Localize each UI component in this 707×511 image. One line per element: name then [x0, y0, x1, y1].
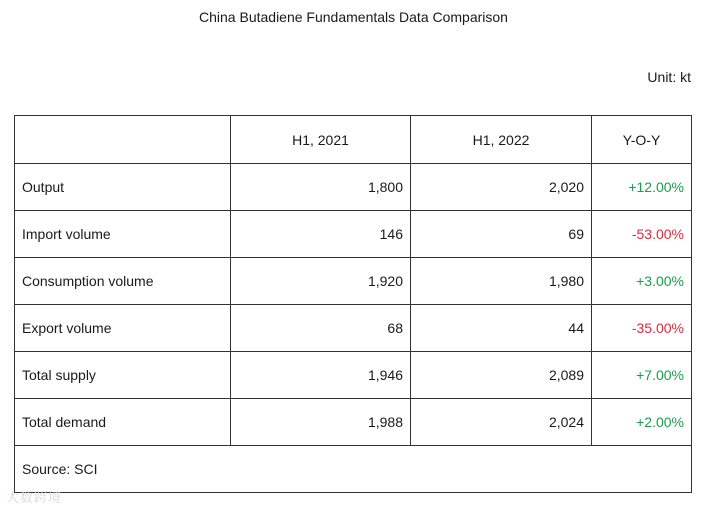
yoy-value: -35.00%: [592, 305, 692, 352]
value-h1-2021: 146: [231, 211, 411, 258]
value-h1-2021: 1,800: [231, 164, 411, 211]
yoy-value: +3.00%: [592, 258, 692, 305]
yoy-value: +7.00%: [592, 352, 692, 399]
row-label: Total supply: [15, 352, 231, 399]
value-h1-2022: 69: [411, 211, 592, 258]
watermark-logo: 大数跨境: [6, 490, 63, 505]
row-label: Consumption volume: [15, 258, 231, 305]
row-label: Output: [15, 164, 231, 211]
yoy-value: -53.00%: [592, 211, 692, 258]
source-row: [15, 446, 692, 493]
table-row: [15, 211, 692, 258]
source-note: Source: SCI: [15, 446, 692, 493]
yoy-value: +2.00%: [592, 399, 692, 446]
value-h1-2022: 2,089: [411, 352, 592, 399]
row-label: Total demand: [15, 399, 231, 446]
header-cell-empty: [15, 116, 231, 164]
header-cell-h1-2021: H1, 2021: [231, 116, 411, 164]
yoy-value: +12.00%: [592, 164, 692, 211]
value-h1-2022: 2,024: [411, 399, 592, 446]
table-header-row: [15, 116, 692, 164]
value-h1-2021: 1,988: [231, 399, 411, 446]
value-h1-2022: 2,020: [411, 164, 592, 211]
row-label: Export volume: [15, 305, 231, 352]
value-h1-2022: 1,980: [411, 258, 592, 305]
row-label: Import volume: [15, 211, 231, 258]
value-h1-2021: 1,920: [231, 258, 411, 305]
table-row: [15, 258, 692, 305]
table-row: [15, 305, 692, 352]
table-row: [15, 164, 692, 211]
table-row: [15, 352, 692, 399]
header-cell-yoy: Y-O-Y: [592, 116, 692, 164]
value-h1-2022: 44: [411, 305, 592, 352]
table-row: [15, 399, 692, 446]
value-h1-2021: 68: [231, 305, 411, 352]
page-title: China Butadiene Fundamentals Data Comparison: [199, 9, 508, 25]
value-h1-2021: 1,946: [231, 352, 411, 399]
data-table: [14, 115, 692, 493]
header-cell-h1-2022: H1, 2022: [411, 116, 592, 164]
unit-label: Unit: kt: [647, 69, 691, 85]
